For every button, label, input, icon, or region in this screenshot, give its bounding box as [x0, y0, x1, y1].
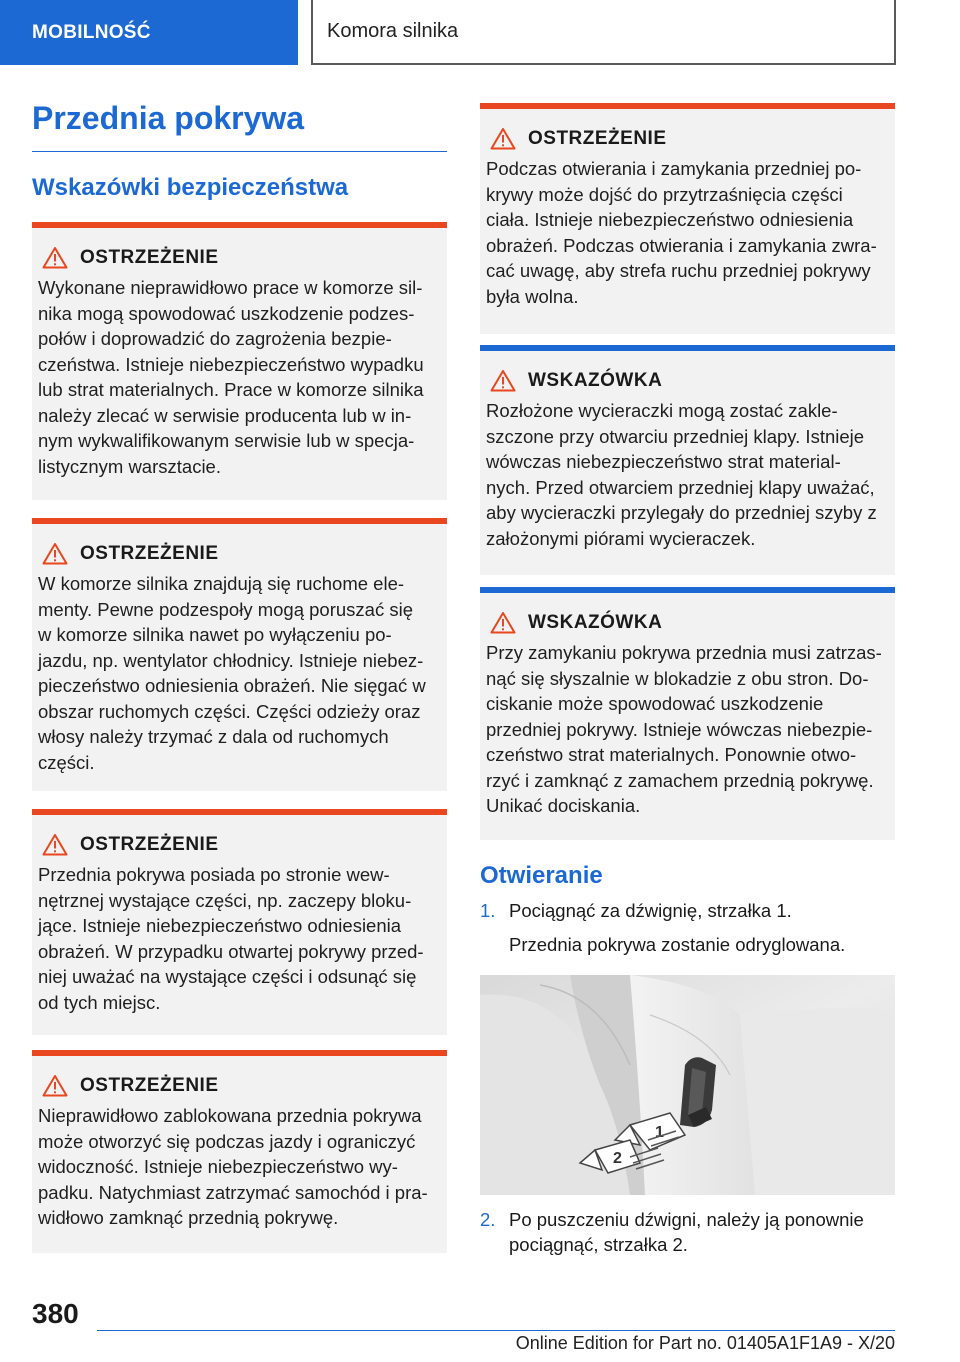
warning-label: OSTRZEŻENIE [528, 127, 667, 149]
warning-heading [32, 542, 447, 565]
warning-text: Podczas otwierania i zamykania przedniej po- krywy może dojść do przytrzaśnięcia części ciała. Istnieje niebezpieczeństwo odniesienia obrażeń. Podczas otwierania i zamykania zwra- cać uwagę, aby strefa ruchu przedniej pokrywy była wolna. [486, 158, 877, 307]
warning-triangle-icon [490, 127, 516, 150]
warning-label: OSTRZEŻENIE [80, 1074, 219, 1096]
left-column [32, 100, 447, 1253]
section-header [311, 0, 896, 65]
warning-triangle-icon [42, 542, 68, 565]
step-number: 1. [480, 900, 496, 921]
warning-box [32, 518, 447, 791]
hood-release-lever-illustration [480, 975, 895, 1195]
opening-title: Otwieranie [480, 862, 603, 889]
edition-text: Online Edition for Part no. 01405A1F1A9 - X/20 [515, 1333, 895, 1353]
warning-triangle-icon [42, 833, 68, 856]
step-text: Pociągnąć za dźwignię, strzałka 1. [509, 900, 792, 921]
arrow-1-label: 1 [655, 1124, 664, 1141]
warning-triangle-icon [42, 246, 68, 269]
footer-divider [97, 1330, 895, 1331]
step-text: Po puszczeniu dźwigni, należy ją ponownie pociągnąć, strzałka 2. [509, 1209, 864, 1255]
notice-box [480, 345, 895, 575]
notice-box [480, 587, 895, 840]
warning-triangle-icon [490, 611, 516, 634]
warning-box [32, 222, 447, 500]
warning-heading [480, 127, 895, 150]
chapter-tab-label: MOBILNOŚĆ [32, 21, 151, 43]
warning-label: OSTRZEŻENIE [80, 542, 219, 564]
notice-text: Rozłożone wycieraczki mogą zostać zakle- szczone przy otwarciu przedniej klapy. Istnieje wówczas niebezpieczeństwo strat material- nych. Przed otwarciem przedniej klapy uważać, aby wycieraczki przylegały do przedniej szyby z założonymi piórami wycieraczek. [486, 400, 877, 549]
warning-triangle-icon [490, 369, 516, 392]
warning-text: W komorze silnika znajdują się ruchome ele- menty. Pewne podzespoły mogą poruszać się w komorze silnika nawet po wyłączeniu po- jazdu, np. wentylator chłodnicy. Istnieje niebez- pieczeństwo odniesienia obrażeń. Nie sięgać w obszar ruchomych części. Części odzieży oraz włosy należy trzymać z dala od ruchomych części. [38, 573, 426, 773]
arrow-2-label: 2 [613, 1150, 622, 1167]
page-number: 380 [32, 1298, 79, 1329]
section-title: Wskazówki bezpieczeństwa [32, 174, 349, 201]
notice-label: WSKAZÓWKA [528, 369, 663, 391]
notice-text: Przy zamykaniu pokrywa przednia musi zatrzas- nąć się słyszalnie w blokadzie z obu stron. Do- ciskanie może spowodować uszkodzenie przedniej pokrywy. Istnieje wówczas niebezpie- czeństwo strat materialnych. Ponownie otwo- rzyć i zamknąć z zamachem przednią pokrywę. Unikać dociskania. [486, 642, 882, 816]
notice-heading [480, 611, 895, 634]
step-2 [480, 1207, 895, 1257]
chapter-tab [0, 0, 298, 65]
step-1 [480, 898, 895, 923]
warning-box [32, 809, 447, 1035]
warning-heading [32, 833, 447, 856]
step-1-result: Przednia pokrywa zostanie odryglowana. [509, 934, 846, 955]
warning-box [480, 103, 895, 334]
warning-triangle-icon [42, 1074, 68, 1097]
section-header-label: Komora silnika [327, 20, 459, 42]
notice-label: WSKAZÓWKA [528, 611, 663, 633]
warning-box [32, 1050, 447, 1253]
warning-text: Przednia pokrywa posiada po stronie wew- nętrznej wystające części, np. zaczepy bloku- jące. Istnieje niebezpieczeństwo odniesienia obrażeń. W przypadku otwartej pokrywy przed- niej uważać na wystające części i odsunąć się od tych miejsc. [38, 864, 424, 1013]
page-title: Przednia pokrywa [32, 100, 447, 152]
step-number: 2. [480, 1209, 496, 1230]
notice-heading [480, 369, 895, 392]
hood-release-lever-figure [480, 975, 895, 1195]
warning-text: Nieprawidłowo zablokowana przednia pokrywa może otworzyć się podczas jazdy i ograniczyć widoczność. Istnieje niebezpieczeństwo wy- padku. Natychmiast zatrzymać samochód i pra- widłowo zamknąć przednią pokrywę. [38, 1105, 428, 1228]
warning-label: OSTRZEŻENIE [80, 833, 219, 855]
warning-heading [32, 1074, 447, 1097]
right-column [480, 103, 895, 1257]
warning-heading [32, 246, 447, 269]
warning-text: Wykonane nieprawidłowo prace w komorze sil- nika mogą spowodować uszkodzenie podzes- połów i doprowadzić do zagrożenia bezpie- czeństwa. Istnieje niebezpieczeństwo wypadku lub strat materialnych. Prace w komorze silnika należy zlecać w serwisie producenta lub w in- nym wykwalifikowanym serwisie lub w specja- listycznym warsztacie. [38, 277, 424, 477]
warning-label: OSTRZEŻENIE [80, 246, 219, 268]
